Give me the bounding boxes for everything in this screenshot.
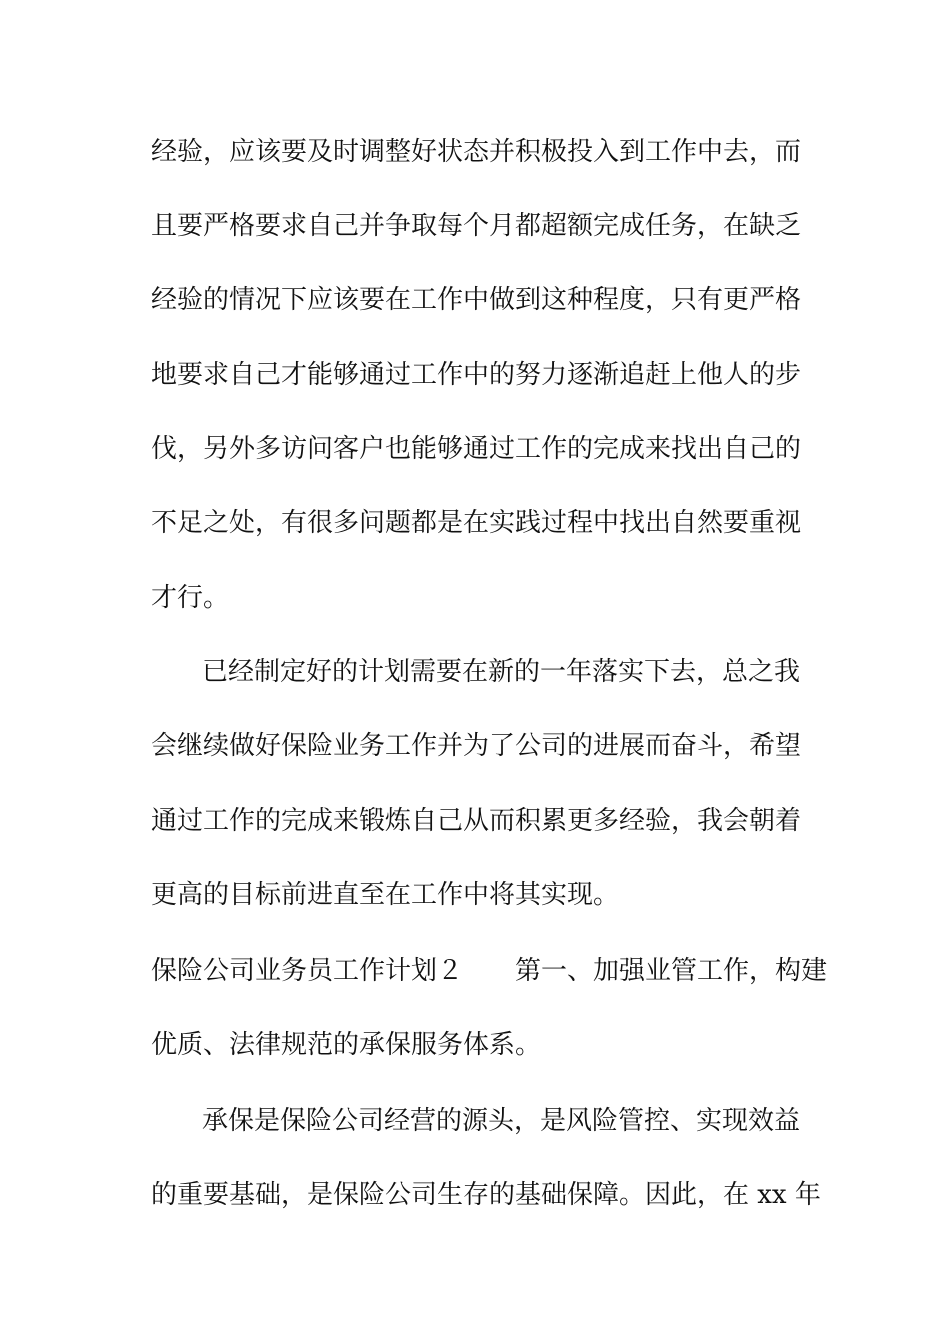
- text-line: 会继续做好保险业务工作并为了公司的进展而奋斗，希望: [151, 731, 802, 761]
- text-line: 的重要基础，是保险公司生存的基础保障。因此，在 xx 年: [151, 1180, 821, 1210]
- text-line: 已经制定好的计划需要在新的一年落实下去，总之我: [202, 657, 801, 687]
- text-line: 优质、法律规范的承保服务体系。: [151, 1030, 542, 1060]
- text-line: 不足之处，有很多问题都是在实践过程中找出自然要重视: [151, 508, 802, 538]
- section-title: 保险公司业务员工作计划２: [151, 956, 464, 986]
- text-line: 承保是保险公司经营的源头，是风险管控、实现效益: [202, 1106, 801, 1136]
- text-line: 经验的情况下应该要在工作中做到这种程度，只有更严格: [151, 285, 802, 315]
- text-line: 伐，另外多访问客户也能够通过工作的完成来找出自己的: [151, 434, 802, 464]
- text-line: 地要求自己才能够通过工作中的努力逐渐追赶上他人的步: [151, 360, 802, 390]
- section-heading-line: [151, 951, 827, 991]
- section-heading-start: 第一、加强业管工作，构建: [515, 956, 828, 986]
- text-line: 且要严格要求自己并争取每个月都超额完成任务，在缺乏: [151, 211, 802, 241]
- text-line: 更高的目标前进直至在工作中将其实现。: [151, 880, 620, 910]
- text-line: 通过工作的完成来锻炼自己从而积累更多经验，我会朝着: [151, 806, 802, 836]
- text-line: 经验，应该要及时调整好状态并积极投入到工作中去，而: [151, 137, 802, 167]
- text-line: 才行。: [151, 583, 230, 613]
